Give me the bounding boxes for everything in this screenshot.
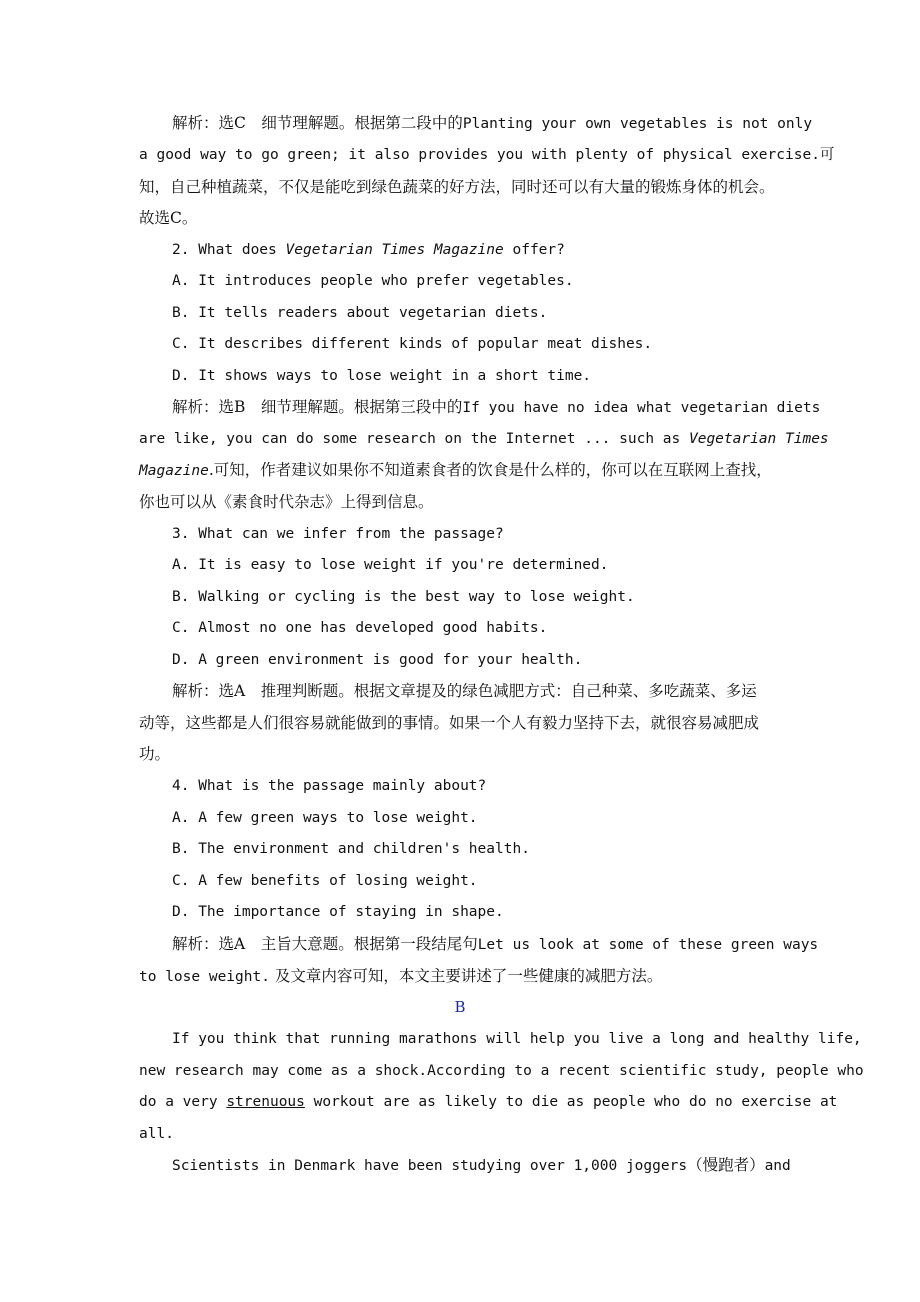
q2-explanation-line-2: are like, you can do some research on the Internet ... such as Vegetarian Times — [139, 431, 829, 447]
q1-explanation-line-4: 故选C。 — [139, 209, 198, 227]
q2-option-c: C. It describes different kinds of popular meat dishes. — [172, 336, 653, 352]
q4-option-d: D. The importance of staying in shape. — [172, 904, 504, 920]
q2-explanation-line-3: Magazine.可知，作者建议如果你不知道素食者的饮食是什么样的，你可以在互联网上查找， — [139, 461, 772, 479]
q2-explanation-line-4: 你也可以从《素食时代杂志》上得到信息。 — [139, 493, 434, 511]
q2-option-a: A. It introduces people who prefer vegetables. — [172, 273, 574, 289]
q1-explanation-line-3: 知，自己种植蔬菜，不仅是能吃到绿色蔬菜的好方法，同时还可以有大量的锻炼身体的机会。 — [139, 178, 775, 196]
underlined-word-strenuous: strenuous — [226, 1094, 305, 1110]
q4-option-a: A. A few green ways to lose weight. — [172, 810, 478, 826]
q2-option-d: D. It shows ways to lose weight in a short time. — [172, 368, 592, 384]
q4-option-b: B. The environment and children's health. — [172, 841, 530, 857]
q1-explanation-line-1: 解析：选C 细节理解题。根据第二段中的Planting your own vegetables is not only — [172, 114, 813, 132]
question-2: 2. What does Vegetarian Times Magazine offer? — [172, 242, 565, 258]
q2-explanation-line-1: 解析：选B 细节理解题。根据第三段中的If you have no idea what vegetarian diets — [172, 398, 821, 416]
q4-option-c: C. A few benefits of losing weight. — [172, 873, 478, 889]
passage-b-p1-line-1: If you think that running marathons will help you live a long and healthy life, — [172, 1031, 862, 1047]
q1-explanation-line-2: a good way to go green; it also provides you with plenty of physical exercise.可 — [139, 147, 835, 163]
question-3: 3. What can we infer from the passage? — [172, 526, 504, 542]
q4-explanation-line-1: 解析：选A 主旨大意题。根据第一段结尾句Let us look at some of these green ways — [172, 935, 819, 953]
passage-b-p2-line-1: Scientists in Denmark have been studying over 1,000 joggers（慢跑者）and — [172, 1156, 791, 1174]
q4-explanation-line-2: to lose weight. 及文章内容可知，本文主要讲述了一些健康的减肥方法。 — [139, 967, 663, 985]
passage-b-p1-line-2: new research may come as a shock.According to a recent scientific study, people who — [139, 1063, 864, 1079]
q3-option-b: B. Walking or cycling is the best way to lose weight. — [172, 589, 635, 605]
passage-b-p1-line-4: all. — [139, 1126, 174, 1142]
q3-explanation-line-1: 解析：选A 推理判断题。根据文章提及的绿色减肥方式：自己种菜、多吃蔬菜、多运 — [172, 682, 757, 700]
q3-option-d: D. A green environment is good for your health. — [172, 652, 583, 668]
q2-option-b: B. It tells readers about vegetarian diets. — [172, 305, 548, 321]
q3-option-a: A. It is easy to lose weight if you're determined. — [172, 557, 609, 573]
passage-b-p1-line-3: do a very strenuous workout are as likely to die as people who do no exercise at — [139, 1094, 838, 1110]
question-4: 4. What is the passage mainly about? — [172, 778, 487, 794]
q3-explanation-line-2: 动等，这些都是人们很容易就能做到的事情。如果一个人有毅力坚持下去，就很容易减肥成 — [139, 714, 760, 732]
q3-option-c: C. Almost no one has developed good habits. — [172, 620, 548, 636]
q3-explanation-line-3: 功。 — [139, 745, 171, 763]
section-b-heading: B — [454, 998, 466, 1016]
